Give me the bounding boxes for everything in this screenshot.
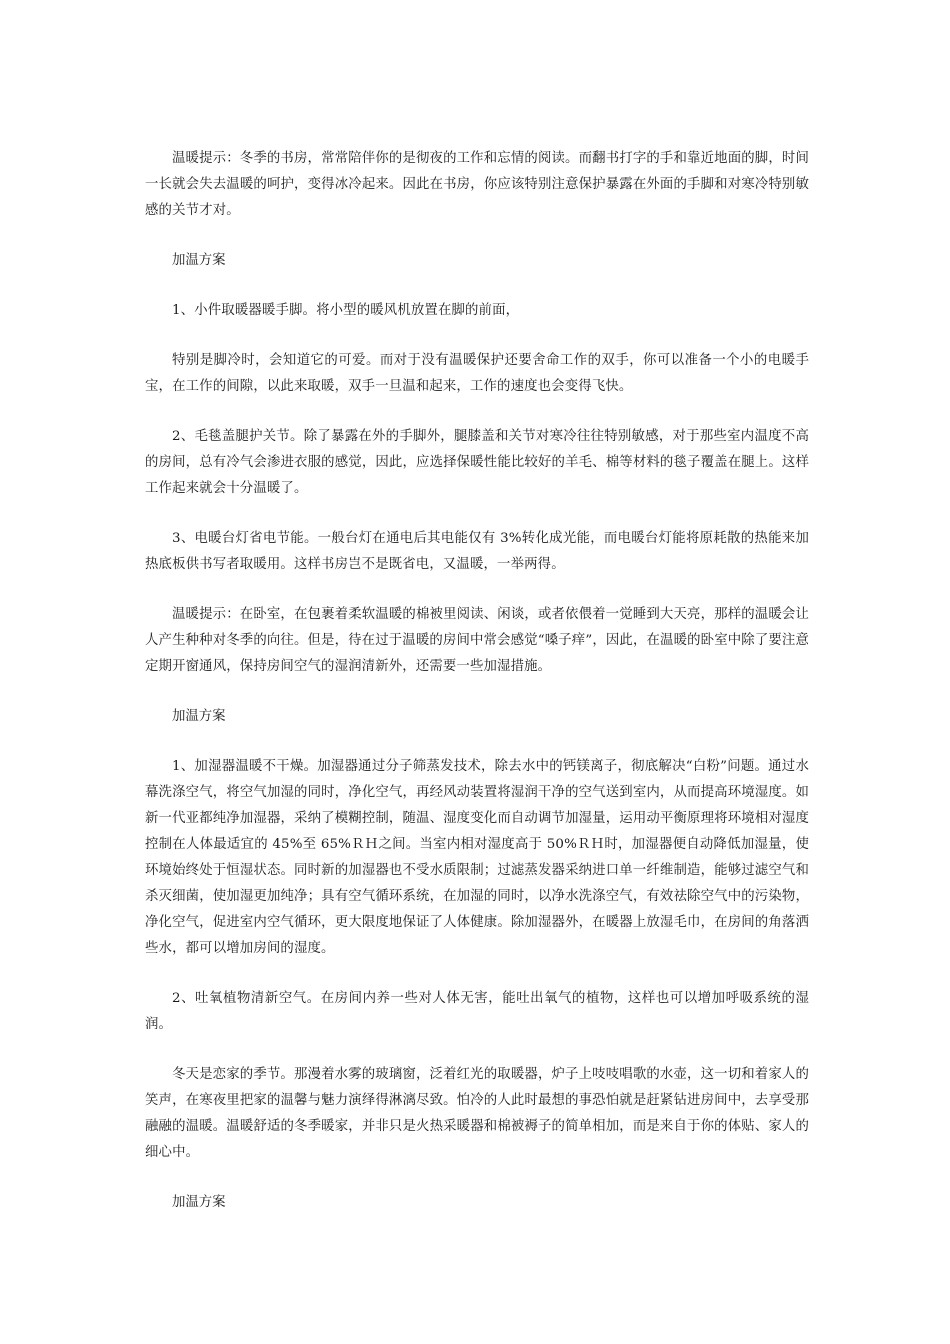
paragraph-study-tip: 温暖提示：冬季的书房，常常陪伴你的是彻夜的工作和忘情的阅读。而翻书打字的手和靠近地面的脚，时间一长就会失去温暖的呵护，变得冰冷起来。因此在书房，你应该特别注意保护暴露在外面的手脚和对寒冷特别敏感的关节才对。 — [145, 151, 809, 218]
document-body — [145, 146, 809, 1240]
paragraph-oxygen-plants: 2、吐氧植物清新空气。在房间内养一些对人体无害，能吐出氧气的植物，这样也可以增加呼吸系统的湿润。 — [145, 991, 809, 1032]
paragraph-small-heater: 1、小件取暖器暖手脚。将小型的暖风机放置在脚的前面， — [172, 303, 520, 318]
section-heading-heating-plan: 加温方案 — [172, 253, 226, 268]
paragraph-winter-home: 冬天是恋家的季节。那漫着水雾的玻璃窗，泛着红光的取暖器，炉子上吱吱唱歌的水壶，这一切和着家人的笑声，在寒夜里把家的温馨与魅力演绎得淋漓尽致。怕冷的人此时最想的事恐怕就是赶紧钻进房间中，去享受那融融的温暖。温暖舒适的冬季暖家，并非只是火热采暖器和棉被褥子的简单相加，而是来自于你的体贴、家人的细心中。 — [145, 1067, 809, 1160]
paragraph-bedroom-tip: 温暖提示：在卧室，在包裹着柔软温暖的棉被里阅读、闲谈，或者依偎着一觉睡到大天亮，那样的温暖会让人产生种种对冬季的向往。但是，待在过于温暖的房间中常会感觉“嗓子痒”，因此，在温暖的卧室中除了要注意定期开窗通风，保持房间空气的湿润清新外，还需要一些加湿措施。 — [145, 607, 809, 674]
paragraph-desk-lamp: 3、电暖台灯省电节能。一般台灯在通电后其电能仅有 3%转化成光能，而电暖台灯能将原耗散的热能来加热底板供书写者取暖用。这样书房岂不是既省电，又温暖，一举两得。 — [145, 531, 809, 572]
section-heading-heating-plan: 加温方案 — [172, 1195, 226, 1210]
paragraph-hand-warmer: 特别是脚冷时，会知道它的可爱。而对于没有温暖保护还要舍命工作的双手，你可以准备一个小的电暖手宝，在工作的间隙，以此来取暖，双手一旦温和起来，工作的速度也会变得飞快。 — [145, 353, 809, 394]
paragraph-blanket: 2、毛毯盖腿护关节。除了暴露在外的手脚外，腿膝盖和关节对寒冷往往特别敏感，对于那些室内温度不高的房间，总有冷气会渗进衣服的感觉，因此，应选择保暖性能比较好的羊毛、棉等材料的毯子覆盖在腿上。这样工作起来就会十分温暖了。 — [145, 429, 809, 496]
section-heading-heating-plan: 加温方案 — [172, 709, 226, 724]
paragraph-humidifier: 1、加湿器温暖不干燥。加湿器通过分子筛蒸发技术，除去水中的钙镁离子，彻底解决“白粉”问题。通过水幕洗涤空气，将空气加湿的同时，净化空气，再经风动装置将湿润干净的空气送到室内，从而提高环境湿度。如新一代亚都纯净加湿器，采纳了模糊控制，随温、湿度变化而自动调节加湿量，运用动平衡原理将环境相对湿度控制在人体最适宜的 45%至 65%ＲＨ之间。当室内相对湿度高于 50%ＲＨ时，加湿器便自动降低加湿量，使环境始终处于恒湿状态。同时新的加湿器也不受水质限制；过滤蒸发器采纳进口单一纤维制造，能够过滤空气和杀灭细菌，使加湿更加纯净；具有空气循环系统，在加湿的同时，以净水洗涤空气，有效祛除空气中的污染物，净化空气，促进室内空气循环，更大限度地保证了人体健康。除加湿器外，在暖器上放湿毛巾，在房间的角落洒些水，都可以增加房间的湿度。 — [145, 759, 809, 956]
